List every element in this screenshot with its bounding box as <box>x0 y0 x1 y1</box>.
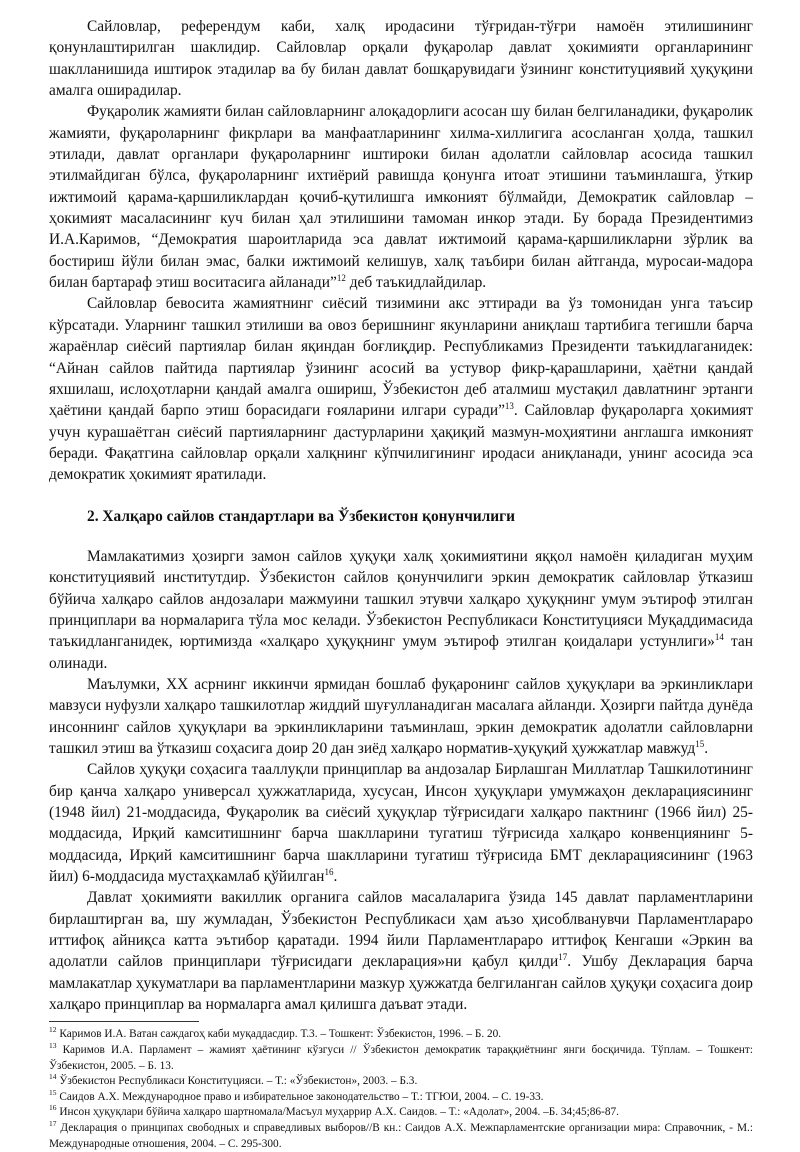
footnote-ref-16[interactable]: 16 <box>324 866 334 877</box>
footnote-item: $^{16}$ Инсон ҳуқуқлари бўйича халқаро шартномала/Масъул муҳаррир А.Х. Саидов. – Т.: «Адолат», 2004. –Б. 34;45;86-87. <box>49 1103 619 1119</box>
footnote-divider <box>49 1021 199 1022</box>
document-page <box>49 16 753 1152</box>
paragraph-civil-society: Фуқаролик жамияти билан сайловларнинг алоқадорлиги асосан шу билан белгиланадики, фуқаролик жамияти, фуқароларнинг фикрлари ва манфаатларининг хилма-хиллигига асосланган ҳолда, ташкил этилади, давлат органлари фуқароларнинг иштироки билан адолатли сайловлар асосида ташкил этилмайдиган бўлса, фуқароларнинг ихтиёрий равишда қонунга итоат этишини таъминлашга, ўткир ижтимоий қарама-қаршиликлардан қочиб-қутилишга имконият бўлмайди, Демократик сайловлар – ҳокимият масаласининг куч билан ҳал этилишини тамоман инкор этади. Бу борада Президентимиз И.А.Каримов, “Демократия шароитларида эса давлат ижтимоий қарама-қаршиликларни зўрлик ва бостириш йўли билан эмас, балки ижтимоий келишув, халқ таъбири билан айтганда, муросаи-мадора билан бартараф этиш воситасига айланади”$^{12}$ деб таъкидлайдилар. <box>49 103 753 292</box>
footnote-ref-15[interactable]: 15 <box>695 738 705 749</box>
footnote-item: $^{17}$ Декларация о принципах свободных и справедливых выборов//В кн.: Саидов А.Х. Межпарламентские организации мира: Справочник, - М.: Международные отношения, 2004. – С. 295-300. <box>49 1119 753 1150</box>
paragraph-international-documents: Маълумки, XX асрнинг иккинчи ярмидан бошлаб фуқаронинг сайлов ҳуқуқлари ва эркинликлари мавзуси нуфузли халқаро ташкилотлар жиддий шуғулланадиган масалага айланди. Ҳозирги пайтда дунёда инсоннинг сайлов ҳуқуқлари ва эркинликларини таъминлаш, эркин демократик адолатли сайловларни ташкил этиш ва ўтказиш соҳасига доир 20 дан зиёд халқаро норматив-ҳуқуқий ҳужжатлар мавжуд$^{15}$. <box>49 675 753 757</box>
footnote-ref-13[interactable]: 13 <box>504 401 514 412</box>
paragraph-un-principles: Сайлов ҳуқуқи соҳасига тааллуқли принциплар ва андозалар Бирлашган Миллатлар Ташкилотининг бир қанча халқаро универсал ҳужжатларида, хусусан, Инсон ҳуқуқлари умумжаҳон декларациясининг (1948 йил) 21-моддасида, Фуқаролик ва сиёсий ҳуқуқлар тўғрисидаги халқаро пактнинг (1966 йил) 25-моддасида, Ирқий камситишнинг барча шаклларини тугатиш тўғрисида халқаро конвенциянинг 5-моддасида, Ирқий камситишнинг барча шаклларини тугатиш тўғрисида БМТ декларациясининг (1963 йил) 6-моддасида мустаҳкамлаб қўйилган$^{16}$. <box>49 761 753 886</box>
footnote-ref-14[interactable]: 14 <box>714 632 724 643</box>
section-heading: 2. Халқаро сайлов стандартлари ва Ўзбекистон қонунчилиги <box>87 507 515 525</box>
footnote-ref-12[interactable]: 12 <box>336 273 346 283</box>
footnote-item: $^{12}$ Каримов И.А. Ватан саждагоҳ каби муқаддасдир. Т.3. – Тошкент: Ўзбекистон, 1996. – Б. 20. <box>49 1025 502 1041</box>
footnote-item: $^{13}$ Каримов И.А. Парламент – жамият ҳаётининг кўзгуси // Ўзбекистон демократик тараққиётнинг янги босқичида. Тўплам. – Тошкент: Ўзбекистон, 2005. – Б. 13. <box>49 1041 753 1072</box>
footnote-item: $^{14}$ Ўзбекистон Республикаси Конституцияси. – Т.: «Ўзбекистон», 2003. – Б.3. <box>49 1072 418 1088</box>
footnote-ref-17[interactable]: 17 <box>558 952 568 963</box>
paragraph-elections-definition: Сайловлар, референдум каби, халқ иродасини тўғридан-тўғри намоён этилишининг қонунлаштирилган шаклидир. Сайловлар орқали фуқаролар давлат ҳокимияти органларининг шаклланишида иштирок этадилар ва бу билан давлат бошқарувидаги ўзининг конституциявий ҳуқуқини амалга оширадилар. <box>49 18 753 100</box>
paragraph-electoral-law: Мамлакатимиз ҳозирги замон сайлов ҳуқуқи халқ ҳокимиятини яққол намоён қиладиган муҳим конституциявий институтдир. Ўзбекистон сайлов қонунчилиги эркин демократик сайловлар ўтказиш бўйича халқаро сайлов андозалари мажмуини ташкил этувчи халқаро ҳуқуқнинг умум эътироф этилган принциплари ва нормаларига тўла мос келади. Ўзбекистон Республикаси Конституцияси Муқаддимасида таъкидланганидек, юртимизда «халқаро ҳуқуқнинг умум эътироф этилган қоидалари устунлиги»$^{14}$ тан олинади. <box>49 547 753 672</box>
paragraph-interparliamentary-union: Давлат ҳокимияти вакиллик органига сайлов масалаларига ўзида 145 давлат парламентларини бирлаштирган ва, шу жумладан, Ўзбекистон Республикаси ҳам аъзо ҳисоблванувчи Парламентлараро иттифоқ айниқса катта эътибор қаратади. 1994 йили Парламентлараро иттифоқ Кенгаши «Эркин ва адолатли сайлов принциплари тўғрисидаги декларация»ни қабул қилди$^{17}$. Ушбу Декларация барча мамлакатлар ҳукуматлари ва парламентларини мазкур ҳужжатда белгиланган сайлов ҳуқуқи соҳасига доир халқаро принциплар ва нормаларга амал қилишга даъват этади. <box>49 889 753 1014</box>
paragraph-political-system: Сайловлар бевосита жамиятнинг сиёсий тизимини акс эттиради ва ўз томонидан унга таъсир кўрсатади. Уларнинг ташкил этилиши ва овоз беришнинг якунларини аниқлаш тартибига тегишли барча жараёнлар сиёсий партиялар билан яқиндан боғлиқдир. Республикамиз Президенти таъкидлаганидек: “Айнан сайлов пайтида партиялар ўзининг асосий ва устувор фикр-қарашларини, ҳаётни қандай яхшилаш, ислоҳотларни қандай амалга ошириш, Ўзбекистон деб аталмиш мустақил давлатнинг эртанги ҳаётини қандай барпо этиш борасидаги ғояларини илгари суради”$^{13}$. Сайловлар фуқароларга ҳокимият учун курашаётган сиёсий партияларнинг дастурларини ҳақиқий мазмун-моҳиятини англашга имконият беради. Фақатгина сайловлар орқали халқнинг кўпчилигининг иродаси аниқланади, унинг асосида эса демократик ҳокимият яратилади. <box>49 295 753 484</box>
footnote-item: $^{15}$ Саидов А.Х. Международное право и избирательное законодательство – Т.: ТГЮИ, 2004. – С. 19-33. <box>49 1088 544 1103</box>
footnotes <box>49 1027 753 1152</box>
